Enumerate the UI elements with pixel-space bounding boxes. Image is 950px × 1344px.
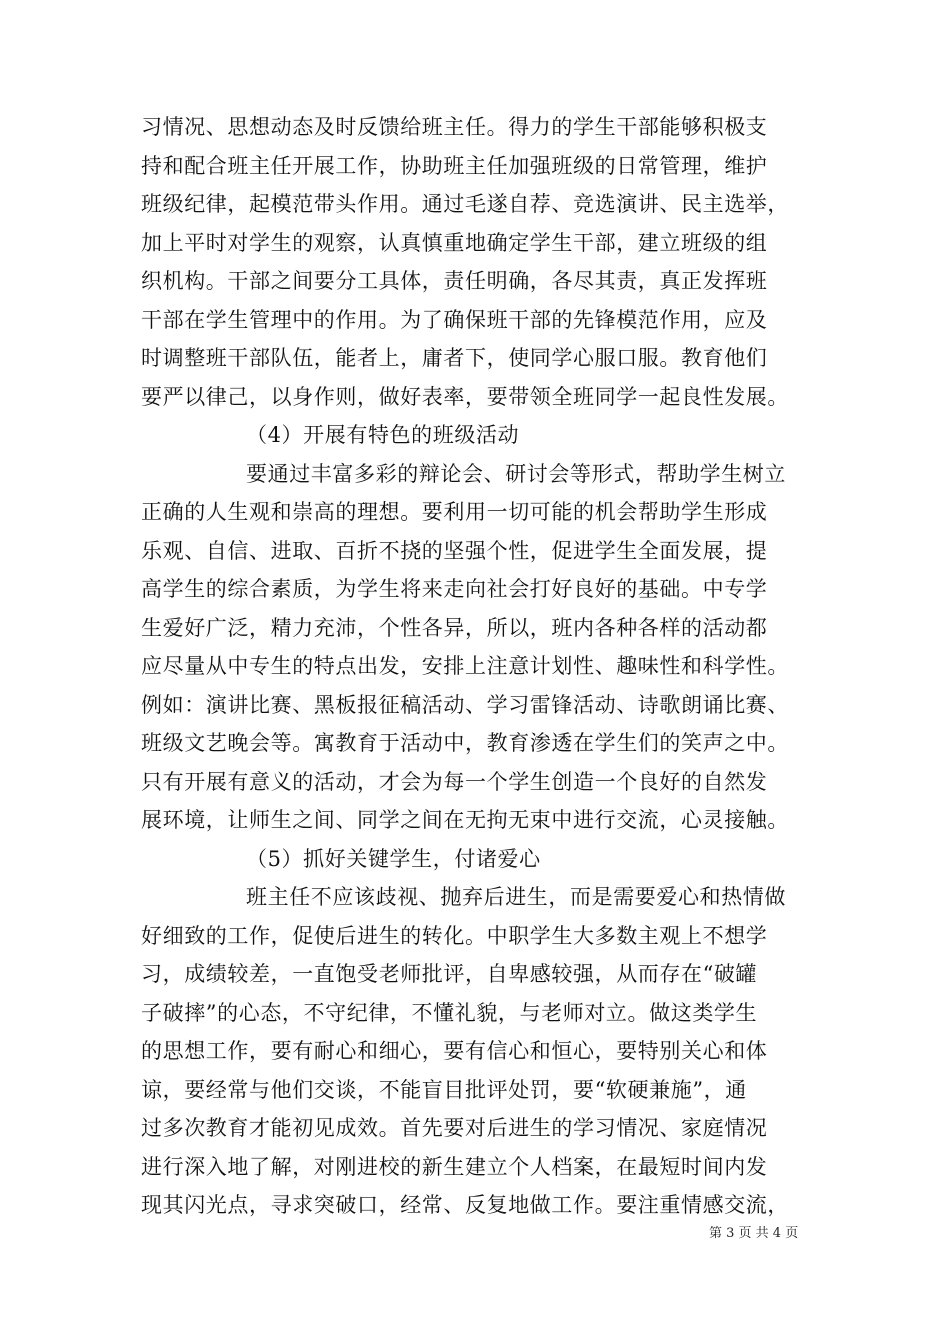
paragraph-line: 子破摔”的心态，不守纪律，不懂礼貌，与老师对立。做这类学生 xyxy=(141,1000,758,1025)
paragraph-line: 持和配合班主任开展工作，协助班主任加强班级的日常管理，维护 xyxy=(141,153,768,178)
paragraph-line: 班级纪律，起模范带头作用。通过毛遂自荐、竞选演讲、民主选举， xyxy=(141,192,789,216)
section-5-heading: （5）抓好关键学生，付诸爱心 xyxy=(246,846,541,871)
section-4-heading: （4）开展有特色的班级活动 xyxy=(246,423,520,447)
paragraph-line: 班主任不应该歧视、抛弃后进生，而是需要爱心和热情做 xyxy=(246,885,786,909)
paragraph-line: 习情况、思想动态及时反馈给班主任。得力的学生干部能够积极支 xyxy=(141,115,768,139)
paragraph-line: 时调整班干部队伍，能者上，庸者下，使同学心服口服。教育他们 xyxy=(141,346,768,370)
paragraph-line: 高学生的综合素质，为学生将来走向社会打好良好的基础。中专学 xyxy=(141,577,768,601)
paragraph-line: 过多次教育才能初见成效。首先要对后进生的学习情况、家庭情况 xyxy=(141,1116,768,1140)
paragraph-line: 生爱好广泛，精力充沛，个性各异，所以，班内各种各样的活动都 xyxy=(141,615,768,640)
paragraph-line: 干部在学生管理中的作用。为了确保班干部的先锋模范作用，应及 xyxy=(141,307,768,332)
paragraph-line: 要严以律己，以身作则，做好表率，要带领全班同学一起良性发展。 xyxy=(141,384,789,409)
paragraph-line: 班级文艺晚会等。寓教育于活动中，教育渗透在学生们的笑声之中。 xyxy=(141,731,789,755)
paragraph-line: 加上平时对学生的观察，认真慎重地确定学生干部，建立班级的组 xyxy=(141,230,768,255)
paragraph-line: 乐观、自信、进取、百折不挠的坚强个性，促进学生全面发展，提 xyxy=(141,538,768,563)
paragraph-line: 谅，要经常与他们交谈，不能盲目批评处罚，要“软硬兼施”，通 xyxy=(141,1077,747,1102)
paragraph-line: 织机构。干部之间要分工具体，责任明确，各尽其责，真正发挥班 xyxy=(141,269,768,293)
paragraph-line: 好细致的工作，促使后进生的转化。中职学生大多数主观上不想学 xyxy=(141,923,768,948)
paragraph-line: 只有开展有意义的活动，才会为每一个学生创造一个良好的自然发 xyxy=(141,769,768,794)
paragraph-line: 习，成绩较差，一直饱受老师批评，自卑感较强，从而存在“破罐 xyxy=(141,962,758,986)
paragraph-line: 现其闪光点，寻求突破口，经常、反复地做工作。要注重情感交流， xyxy=(141,1193,789,1217)
document-body xyxy=(141,108,821,1225)
paragraph-line: 展环境，让师生之间、同学之间在无拘无束中进行交流，心灵接触。 xyxy=(141,808,789,832)
paragraph-line: 应尽量从中专生的特点出发，安排上注意计划性、趣味性和科学性。 xyxy=(141,654,789,678)
paragraph-line: 例如：演讲比赛、黑板报征稿活动、学习雷锋活动、诗歌朗诵比赛、 xyxy=(141,692,789,717)
paragraph-line: 要通过丰富多彩的辩论会、研讨会等形式，帮助学生树立 xyxy=(246,461,786,486)
page-number-footer: 第 3 页 共 4 页 xyxy=(709,1226,799,1241)
paragraph-line: 正确的人生观和崇高的理想。要利用一切可能的机会帮助学生形成 xyxy=(141,500,768,524)
paragraph-line: 进行深入地了解，对刚进校的新生建立个人档案，在最短时间内发 xyxy=(141,1154,768,1179)
paragraph-line: 的思想工作，要有耐心和细心，要有信心和恒心，要特别关心和体 xyxy=(141,1039,768,1063)
